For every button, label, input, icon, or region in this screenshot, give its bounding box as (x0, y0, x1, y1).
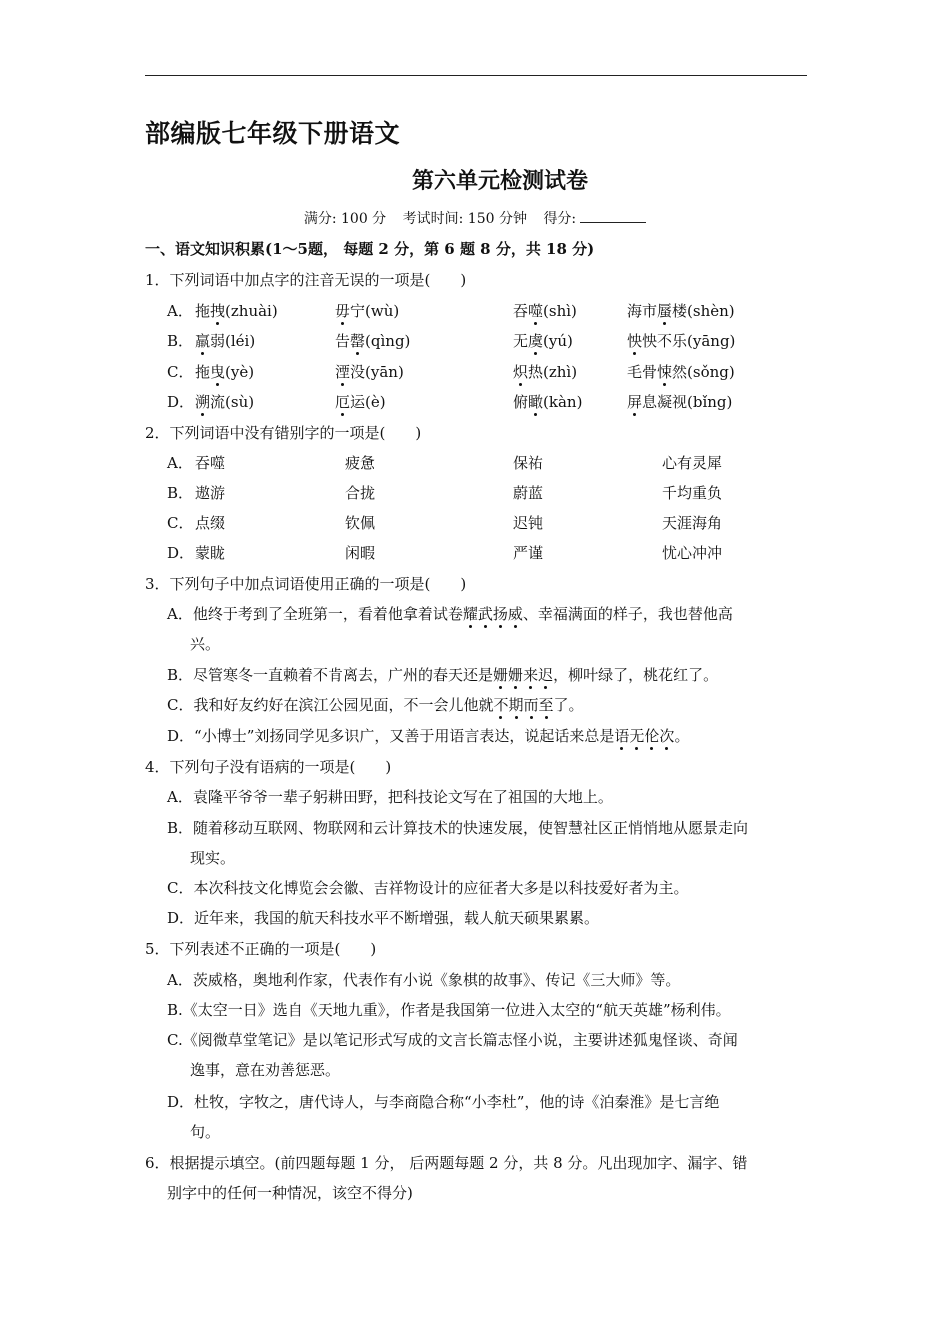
question-5-option-d-cont: 句。 (190, 1123, 221, 1141)
option-cell: 溯流(sù) (195, 393, 255, 411)
question-3-option-c: C．我和好友约好在滨江公园见面，不一会儿他就不期而至了。 (167, 696, 584, 714)
exam-meta (0, 208, 950, 228)
question-4-option-b-cont: 现实。 (190, 849, 236, 867)
question-3-option-a: A．他终于考到了全班第一，看着他拿着试卷耀武扬威、幸福满面的样子，我也替他高 (167, 605, 733, 623)
option-letter: D． (167, 544, 195, 562)
option-cell: 告罄(qìng) (335, 332, 411, 350)
question-6-stem-cont: 别字中的任何一种情况，该空不得分) (167, 1184, 413, 1202)
score-label: 得分: (543, 211, 577, 227)
option-letter: A． (167, 454, 193, 472)
option-cell: 俯瞰(kàn) (513, 393, 583, 411)
option-cell: 吞噬 (195, 454, 226, 472)
score-field (543, 211, 646, 227)
option-cell: 心有灵犀 (662, 454, 723, 472)
option-cell: 千均重负 (662, 484, 723, 502)
question-3-option-d: D．“小博士”刘扬同学见多识广，又善于用语言表达，说起话来总是语无伦次。 (167, 727, 690, 745)
option-cell: 羸弱(léi) (195, 332, 256, 350)
option-cell: 炽热(zhì) (513, 363, 578, 381)
option-cell: 拖拽(zhuài) (195, 302, 278, 320)
option-cell: 忧心冲冲 (662, 544, 723, 562)
option-cell: 怏怏不乐(yāng) (627, 332, 736, 350)
question-3-option-a-cont: 兴。 (190, 635, 221, 653)
question-4-stem: 4．下列句子没有语病的一项是( ) (145, 758, 392, 776)
exam-title: 第六单元检测试卷 (411, 169, 588, 194)
question-4-option-b: B．随着移动互联网、物联网和云计算技术的快速发展，使智慧社区正悄悄地从愿景走向 (167, 819, 749, 837)
header-rule (145, 75, 807, 76)
option-cell: 闲暇 (345, 544, 376, 562)
question-3-option-b: B．尽管寒冬一直赖着不肯离去，广州的春天还是姗姗来迟，柳叶绿了，桃花红了。 (167, 666, 719, 684)
full-score: 满分: 100 分 (303, 211, 387, 227)
option-cell: 保祐 (513, 454, 544, 472)
question-4-option-d: D．近年来，我国的航天科技水平不断增强，载人航天硕果累累。 (167, 909, 600, 927)
option-letter: A． (167, 302, 193, 320)
option-cell: 厄运(è) (335, 393, 386, 411)
option-cell: 蒙眬 (195, 544, 226, 562)
question-5-option-b: B.《太空一日》选自《天地九重》，作者是我国第一位进入太空的“航天英雄”杨利伟。 (167, 1001, 731, 1019)
question-6-stem: 6．根据提示填空。(前四题每题 1 分， 后两题每题 2 分，共 8 分。凡出现加字、漏字、错 (145, 1154, 748, 1172)
book-title: 部编版七年级下册语文 (145, 119, 401, 148)
option-cell: 严谨 (513, 544, 544, 562)
option-cell: 拖曳(yè) (195, 363, 255, 381)
option-letter: C． (167, 514, 194, 532)
question-4-option-c: C．本次科技文化博览会会徽、吉祥物设计的应征者大多是以科技爱好者为主。 (167, 879, 689, 897)
question-2-stem: 2．下列词语中没有错别字的一项是( ) (145, 424, 422, 442)
option-cell: 屏息凝视(bǐng) (627, 393, 733, 411)
option-cell: 吞噬(shì) (513, 302, 577, 320)
option-letter: C． (167, 363, 194, 381)
option-cell: 钦佩 (345, 514, 376, 532)
question-5-option-c-cont: 逸事，意在劝善惩恶。 (190, 1061, 341, 1079)
option-letter: D． (167, 393, 195, 411)
option-cell: 无虞(yú) (513, 332, 573, 350)
option-letter: B． (167, 484, 194, 502)
section-heading: 一、语文知识积累(1～5题， 每题 2 分，第 6 题 8 分，共 18 分) (145, 240, 595, 258)
option-cell: 天涯海角 (662, 514, 723, 532)
question-5-option-d: D．杜牧，字牧之，唐代诗人，与李商隐合称“小李杜”，他的诗《泊秦淮》是七言绝 (167, 1093, 720, 1111)
score-blank[interactable] (580, 210, 646, 223)
option-cell: 蔚蓝 (513, 484, 544, 502)
option-cell: 点缀 (195, 514, 226, 532)
question-5-option-c: C.《阅微草堂笔记》是以笔记形式写成的文言长篇志怪小说，主要讲述狐鬼怪谈、奇闻 (167, 1031, 738, 1049)
option-cell: 疲惫 (345, 454, 376, 472)
question-5-stem: 5．下列表述不正确的一项是( ) (145, 940, 377, 958)
option-letter: B． (167, 332, 194, 350)
option-cell: 合拢 (345, 484, 376, 502)
option-cell: 海市蜃楼(shèn) (627, 302, 735, 320)
option-cell: 迟钝 (513, 514, 544, 532)
question-5-option-a: A．茨威格，奥地利作家，代表作有小说《象棋的故事》、传记《三大师》等。 (167, 971, 681, 989)
exam-time: 考试时间: 150 分钟 (402, 211, 527, 227)
question-1-stem: 1．下列词语中加点字的注音无误的一项是( ) (145, 271, 467, 289)
option-cell: 毛骨悚然(sǒng) (627, 363, 735, 381)
option-cell: 毋宁(wù) (335, 302, 400, 320)
option-cell: 遨游 (195, 484, 226, 502)
option-cell: 湮没(yān) (335, 363, 404, 381)
question-4-option-a: A．袁隆平爷爷一辈子躬耕田野，把科技论文写在了祖国的大地上。 (167, 788, 613, 806)
question-3-stem: 3．下列句子中加点词语使用正确的一项是( ) (145, 575, 467, 593)
